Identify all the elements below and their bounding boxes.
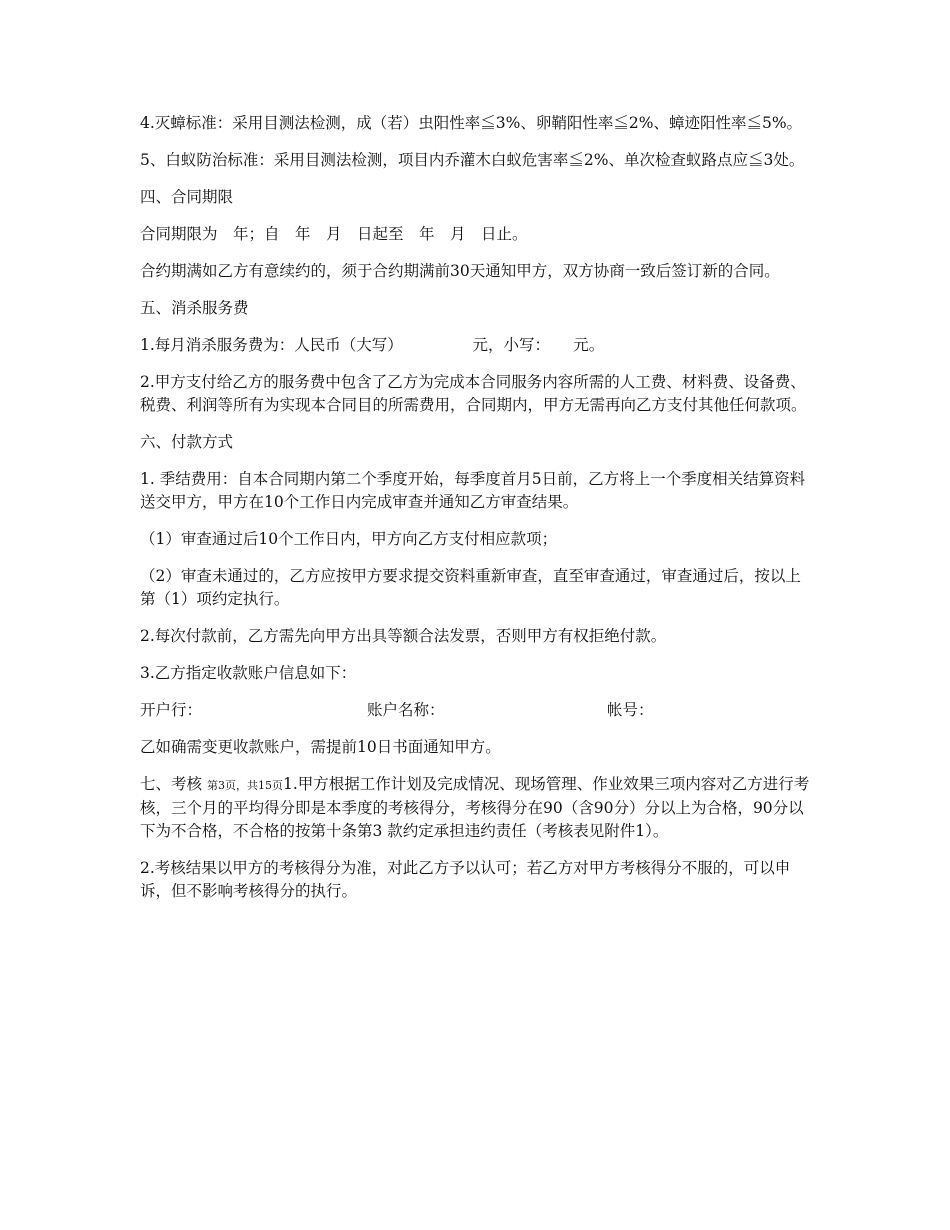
account-number-label: 帐号： <box>607 701 654 719</box>
paragraph-contract-term: 合同期限为 年；自 年 月 日起至 年 月 日止。 <box>140 225 528 243</box>
account-bank-label: 开户行： <box>140 701 203 719</box>
paragraph-termite-standard: 5、白蚁防治标准：采用目测法检测，项目内乔灌木白蚁危害率≦2%、单次检查蚁路点应≦3处。 <box>140 151 805 169</box>
paragraph-monthly-fee: 1.每月消杀服务费为：人民币（大写） 元，小写： 元。 <box>140 336 605 354</box>
paragraph-assessment-2: 2.考核结果以甲方的考核得分为准，对此乙方予以认可；若乙方对甲方考核得分不服的，可以申诉，但不影响考核得分的执行。 <box>140 859 791 900</box>
paragraph-quarterly-settlement: 1. 季结费用：自本合同期内第二个季度开始，每季度首月5日前，乙方将上一个季度相关结算资料送交甲方，甲方在10个工作日内完成审查并通知乙方审查结果。 <box>140 470 806 511</box>
paragraph-account-change: 乙如确需变更收款账户，需提前10日书面通知甲方。 <box>140 738 501 756</box>
paragraph-review-passed: （1）审查通过后10个工作日内，甲方向乙方支付相应款项； <box>140 530 558 548</box>
paragraph-renewal: 合约期满如乙方有意续约的，须于合约期满前30天通知甲方，双方协商一致后签订新的合同。 <box>140 262 780 280</box>
document-page <box>140 112 816 917</box>
account-name-label: 账户名称： <box>367 701 445 719</box>
paragraph-cockroach-standard: 4.灭蟑标准：采用目测法检测，成（若）虫阳性率≦3%、卵鞘阳性率≦2%、蟑迹阳性率≦5%。 <box>140 114 803 132</box>
heading-contract-term: 四、合同期限 <box>140 188 234 206</box>
paragraph-assessment-1 <box>140 773 816 843</box>
paragraph-review-failed: （2）审查未通过的，乙方应按甲方要求提交资料重新审查，直至审查通过，审查通过后，按以上第（1）项约定执行。 <box>140 567 801 608</box>
paragraph-fee-inclusion: 2.甲方支付给乙方的服务费中包含了乙方为完成本合同服务内容所需的人工费、材料费、设备费、税费、利润等所有为实现本合同目的所需费用，合同期内，甲方无需再向乙方支付其他任何款项。 <box>140 373 807 414</box>
assessment-text-1: 1.甲方根据工作计划及完成情况、现场管理、作业效果三项内容对乙方进行考核，三个月的平均得分即是本季度的考核得分，考核得分在90（含90分）分以上为合格，90分以下为不合格，不合格的按第十条第3 款约定承担违约责任（考核表见附件1）。 <box>140 775 810 840</box>
paragraph-invoice: 2.每次付款前，乙方需先向甲方出具等额合法发票，否则甲方有权拒绝付款。 <box>140 627 667 645</box>
account-fields-row <box>140 699 816 722</box>
paragraph-account-info: 3.乙方指定收款账户信息如下： <box>140 664 357 682</box>
heading-service-fee: 五、消杀服务费 <box>140 299 249 317</box>
heading-assessment: 七、考核 <box>140 775 203 793</box>
page-number-marker: 第3页，共15页 <box>206 779 283 792</box>
heading-payment-method: 六、付款方式 <box>140 433 234 451</box>
